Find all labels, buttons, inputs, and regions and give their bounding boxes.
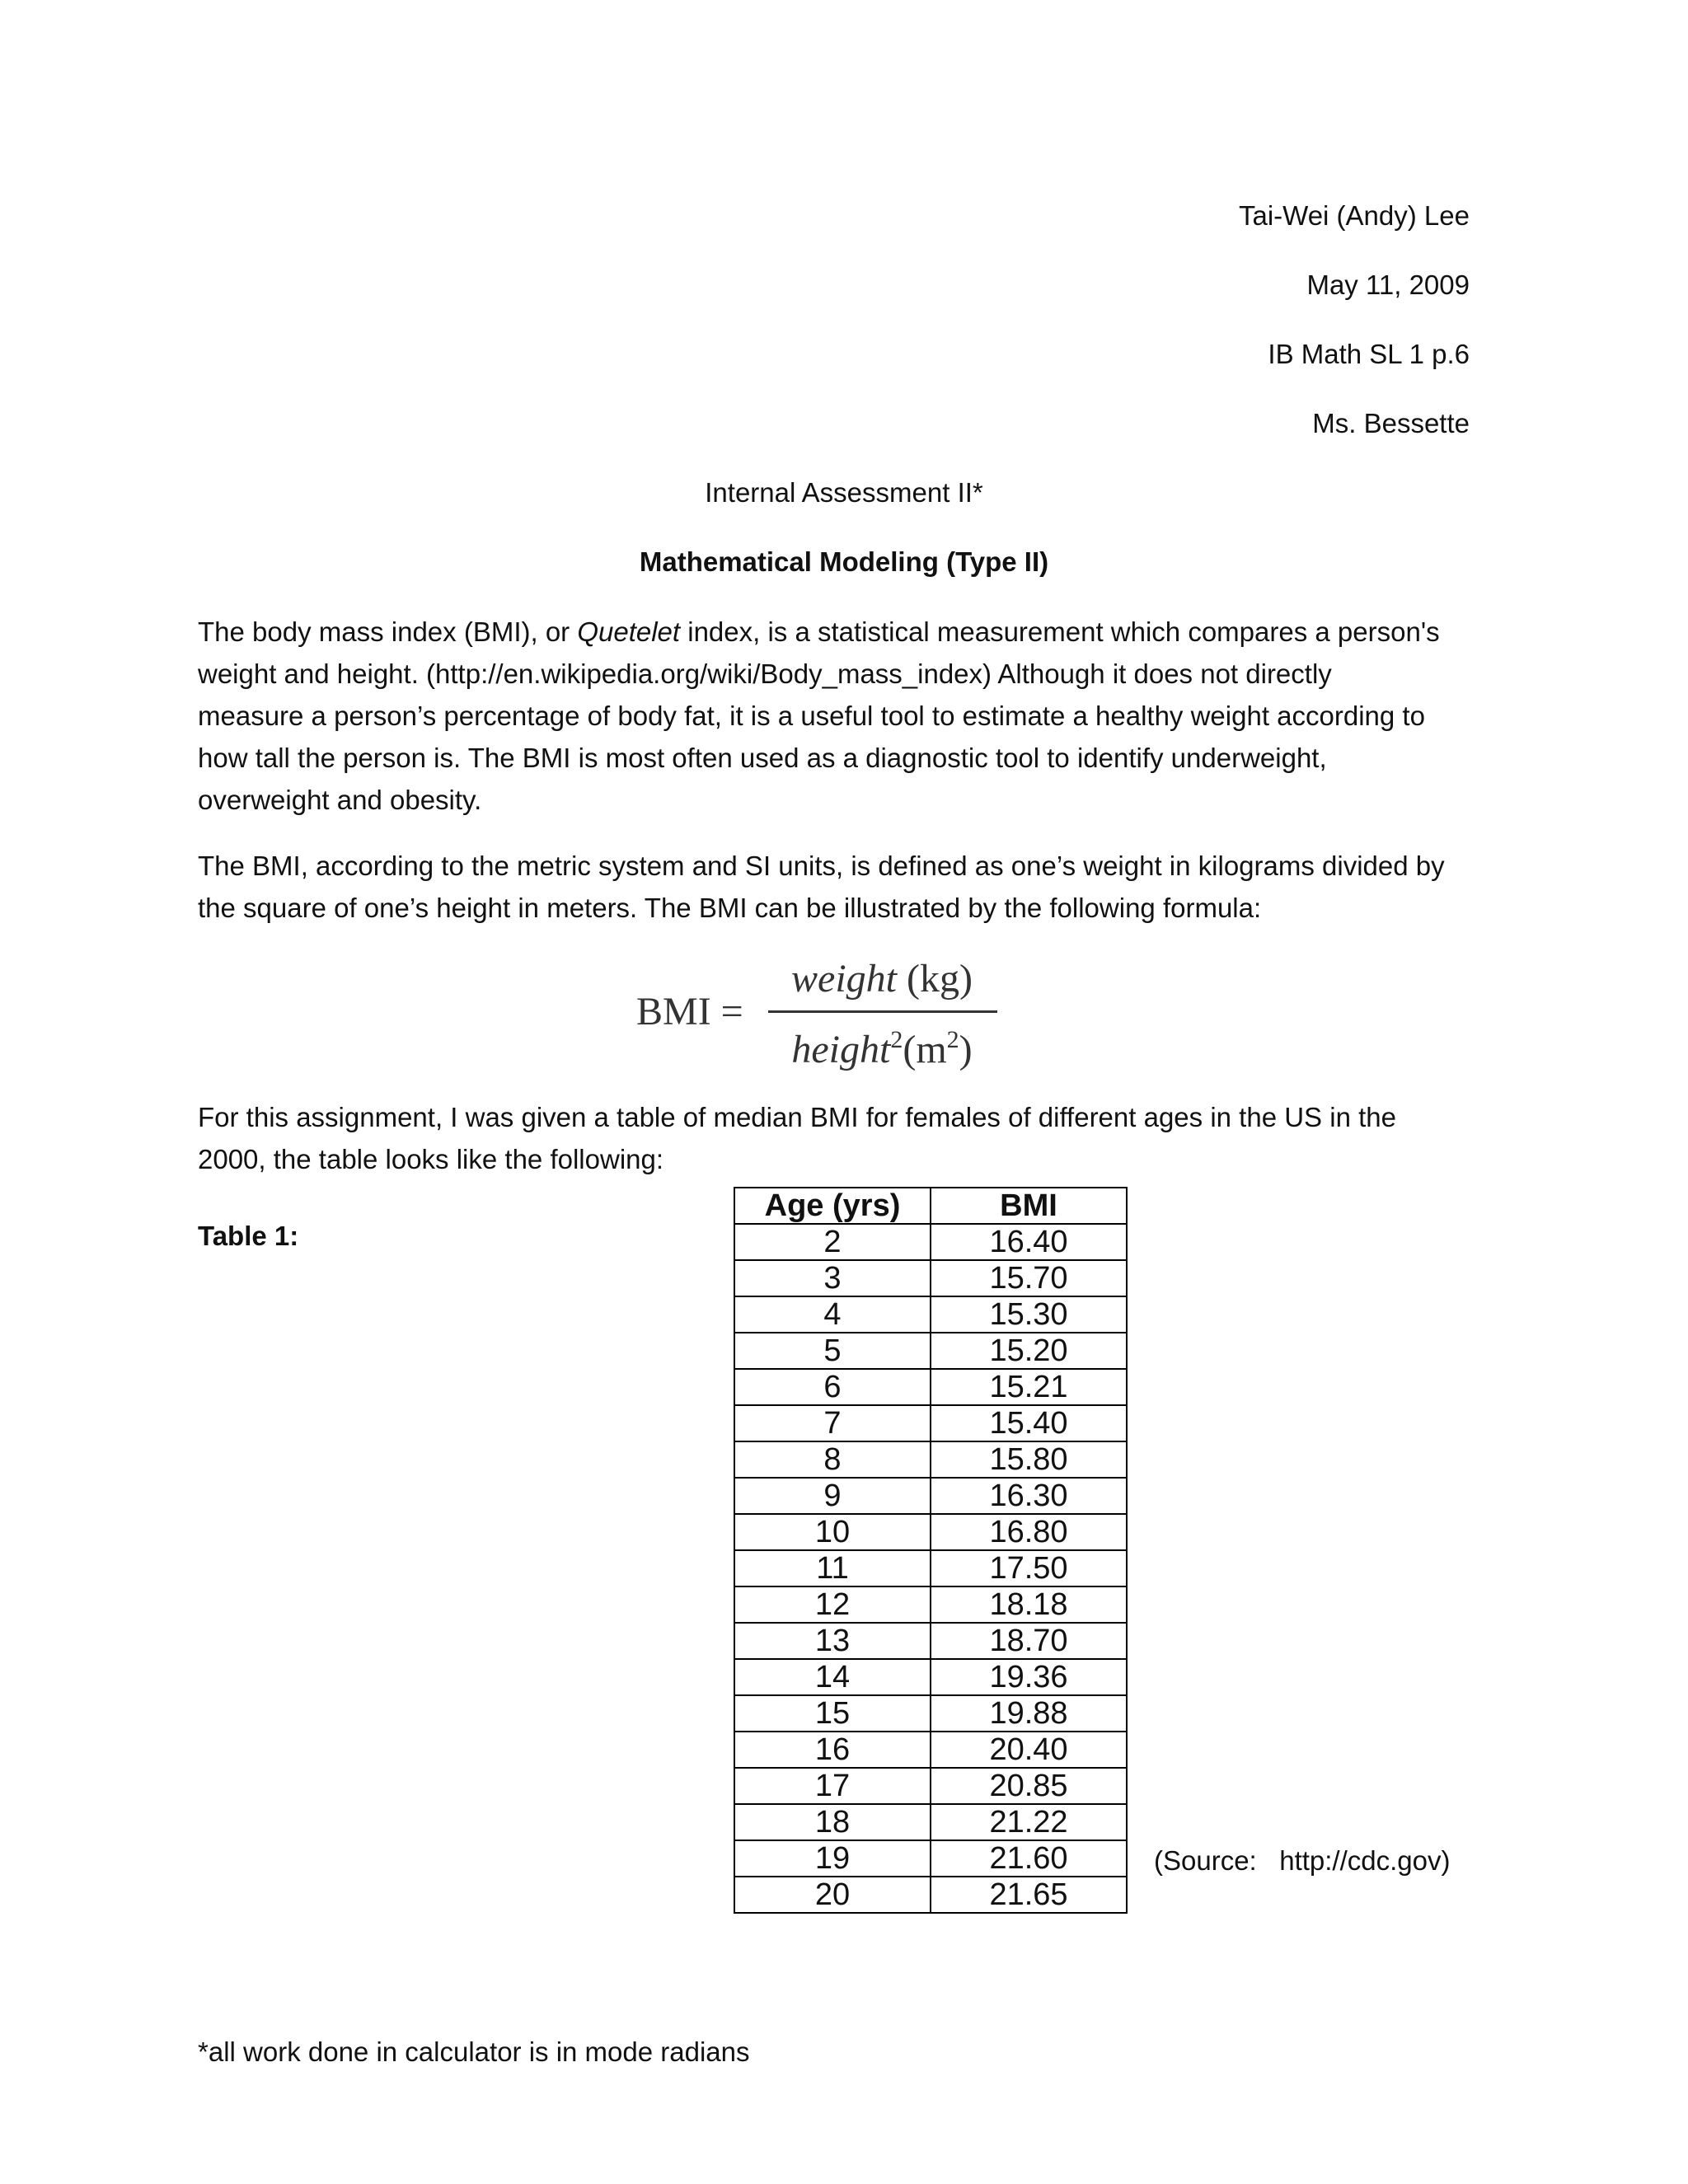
column-header-bmi: BMI	[931, 1188, 1127, 1224]
bmi-cell: 18.70	[931, 1623, 1127, 1659]
paragraph-definition-line-2: the square of one’s height in meters. The BMI can be illustrated by the following formula:	[198, 893, 1262, 923]
table-row	[734, 1732, 1127, 1768]
paragraph-intro-text: The body mass index (BMI), or	[198, 616, 578, 647]
assessment-title: Internal Assessment II*	[705, 477, 983, 508]
table-row	[734, 1441, 1127, 1478]
age-cell: 3	[734, 1260, 931, 1296]
table-row	[734, 1224, 1127, 1260]
age-cell: 19	[734, 1840, 931, 1877]
teacher: Ms. Bessette	[1312, 408, 1470, 438]
table-row	[734, 1877, 1127, 1913]
bmi-cell: 17.50	[931, 1550, 1127, 1586]
formula-weight: weight	[791, 957, 898, 1001]
paragraph-intro-line-3: measure a person’s percentage of body fat, it is a useful tool to estimate a healthy weight according to	[198, 701, 1425, 731]
formula-height: height	[791, 1028, 891, 1071]
date: May 11, 2009	[1306, 269, 1470, 300]
bmi-cell: 16.40	[931, 1224, 1127, 1260]
table-header-row	[734, 1188, 1127, 1224]
age-cell: 20	[734, 1877, 931, 1913]
formula-unit-exponent: 2	[946, 1026, 959, 1053]
paragraph-assignment-line-1: For this assignment, I was given a table of median BMI for females of different ages in the US in the	[198, 1102, 1396, 1132]
age-cell: 9	[734, 1478, 931, 1514]
bmi-formula	[626, 956, 1006, 1088]
table-row	[734, 1840, 1127, 1877]
table-row	[734, 1586, 1127, 1623]
bmi-cell: 21.65	[931, 1877, 1127, 1913]
bmi-cell: 20.85	[931, 1768, 1127, 1804]
age-cell: 17	[734, 1768, 931, 1804]
bmi-cell: 15.30	[931, 1296, 1127, 1333]
bmi-cell: 15.21	[931, 1369, 1127, 1405]
formula-height-unit-close: )	[959, 1028, 973, 1071]
author-name: Tai-Wei (Andy) Lee	[1238, 200, 1470, 231]
age-cell: 18	[734, 1804, 931, 1840]
age-cell: 14	[734, 1659, 931, 1695]
column-header-age: Age (yrs)	[734, 1188, 931, 1224]
paragraph-assignment	[198, 1096, 1484, 1180]
bmi-cell: 20.40	[931, 1732, 1127, 1768]
age-cell: 8	[734, 1441, 931, 1478]
course: IB Math SL 1 p.6	[1268, 339, 1470, 369]
paragraph-definition-line-1: The BMI, according to the metric system and SI units, is defined as one’s weight in kilograms divided by	[198, 851, 1445, 881]
paragraph-intro	[198, 611, 1484, 821]
quetelet-italic: Quetelet	[577, 616, 681, 647]
formula-height-unit: (m	[903, 1028, 947, 1071]
bmi-cell: 16.30	[931, 1478, 1127, 1514]
table-row	[734, 1623, 1127, 1659]
table-label: Table 1:	[198, 1221, 299, 1251]
paragraph-intro-line-4: how tall the person is. The BMI is most often used as a diagnostic tool to identify underweight,	[198, 743, 1327, 773]
table-row	[734, 1405, 1127, 1441]
formula-weight-unit: (kg)	[897, 957, 973, 1001]
table-row	[734, 1768, 1127, 1804]
age-cell: 13	[734, 1623, 931, 1659]
age-cell: 16	[734, 1732, 931, 1768]
bmi-cell: 16.80	[931, 1514, 1127, 1550]
formula-height-exponent: 2	[890, 1026, 903, 1053]
age-cell: 12	[734, 1586, 931, 1623]
bmi-cell: 15.40	[931, 1405, 1127, 1441]
bmi-cell: 18.18	[931, 1586, 1127, 1623]
bmi-cell: 19.36	[931, 1659, 1127, 1695]
table-row	[734, 1333, 1127, 1369]
paragraph-intro-line-2: weight and height. (http://en.wikipedia.org/wiki/Body_mass_index) Although it does not directly	[198, 658, 1332, 689]
age-cell: 4	[734, 1296, 931, 1333]
paragraph-intro-text: index, is a statistical measurement which compares a person's	[680, 616, 1440, 647]
table-row	[734, 1695, 1127, 1732]
table-row	[734, 1804, 1127, 1840]
paragraph-assignment-line-2: 2000, the table looks like the following:	[198, 1144, 664, 1174]
bmi-cell: 15.20	[931, 1333, 1127, 1369]
age-cell: 10	[734, 1514, 931, 1550]
bmi-cell: 19.88	[931, 1695, 1127, 1732]
bmi-cell: 21.22	[931, 1804, 1127, 1840]
paragraph-intro-line-5: overweight and obesity.	[198, 785, 482, 815]
age-cell: 7	[734, 1405, 931, 1441]
footnote: *all work done in calculator is in mode radians	[198, 2036, 750, 2067]
table-row	[734, 1550, 1127, 1586]
document-title: Mathematical Modeling (Type II)	[639, 546, 1049, 577]
table-row	[734, 1478, 1127, 1514]
formula-numerator	[767, 956, 997, 1002]
bmi-cell: 15.70	[931, 1260, 1127, 1296]
table-row	[734, 1260, 1127, 1296]
table-row	[734, 1514, 1127, 1550]
age-cell: 6	[734, 1369, 931, 1405]
bmi-cell: 15.80	[931, 1441, 1127, 1478]
age-cell: 11	[734, 1550, 931, 1586]
age-cell: 2	[734, 1224, 931, 1260]
age-cell: 15	[734, 1695, 931, 1732]
bmi-cell: 21.60	[931, 1840, 1127, 1877]
formula-denominator	[767, 1017, 997, 1073]
fraction-bar	[768, 1010, 997, 1013]
table-source: (Source: http://cdc.gov)	[1154, 1845, 1451, 1876]
age-cell: 5	[734, 1333, 931, 1369]
formula-lhs: BMI =	[636, 990, 743, 1033]
table-row	[734, 1296, 1127, 1333]
paragraph-definition	[198, 845, 1484, 929]
table-row	[734, 1369, 1127, 1405]
paragraph-intro-line-1	[198, 611, 1484, 653]
table-row	[734, 1659, 1127, 1695]
bmi-table	[734, 1187, 1128, 1914]
